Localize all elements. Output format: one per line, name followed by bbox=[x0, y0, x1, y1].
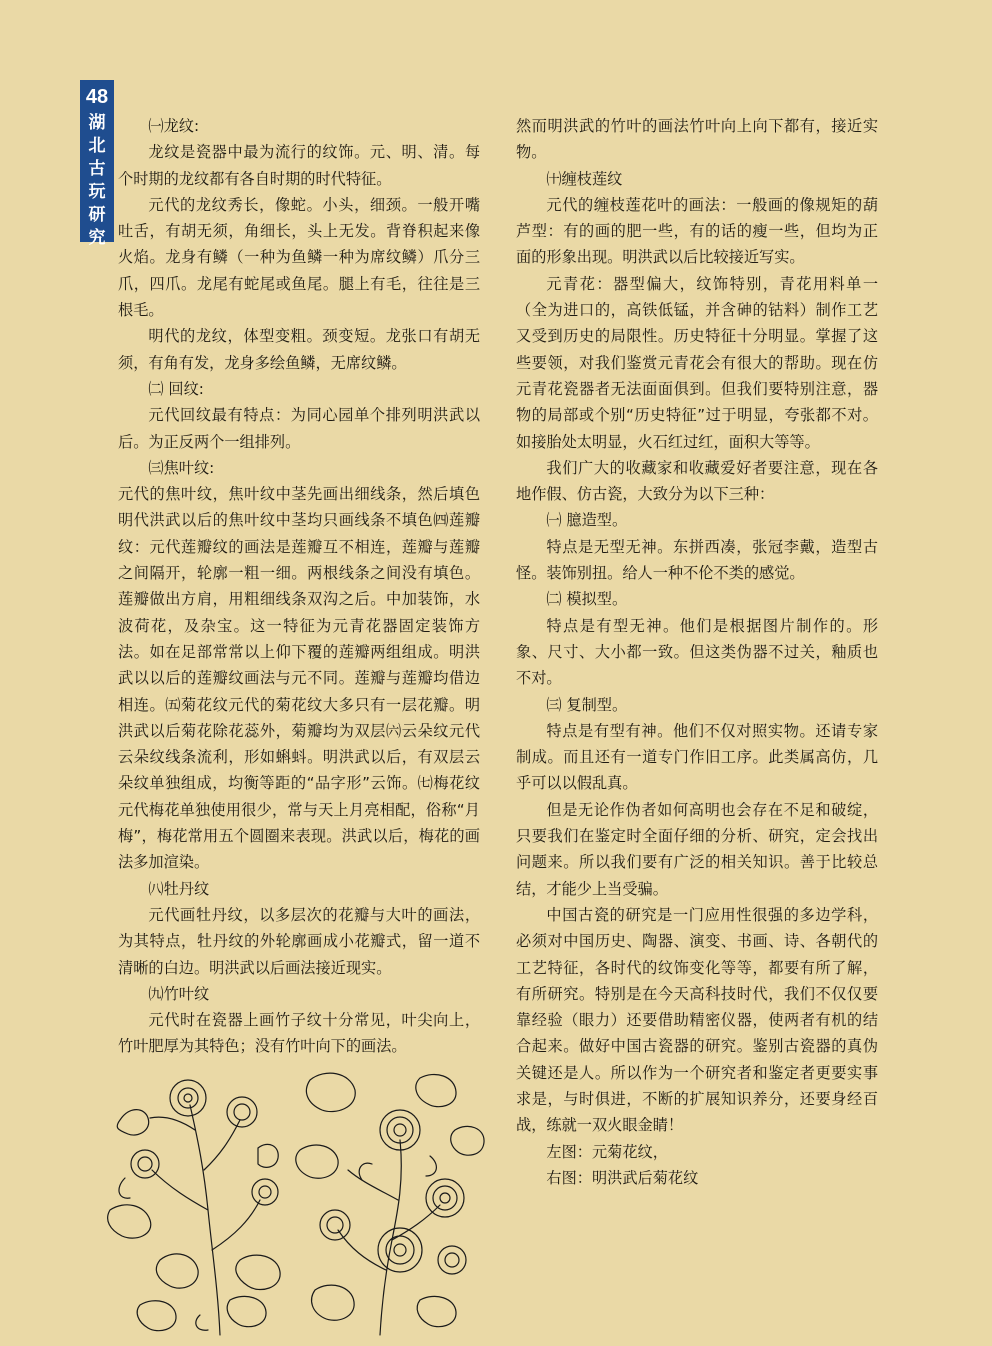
left-heading: ㈨竹叶纹 bbox=[148, 984, 210, 1003]
left-paragraph: 元代时在瓷器上画竹子纹十分常见，叶尖向上，竹叶肥厚为其特色；没有竹叶向下的画法。 bbox=[118, 1011, 480, 1056]
left-heading: ㈢焦叶纹: bbox=[148, 458, 215, 477]
left-paragraph: 明代的龙纹，体型变粗。颈变短。龙张口有胡无须，有角有发，龙身多绘鱼鳞，无席纹鳞。 bbox=[118, 327, 480, 372]
left-paragraph: 元代画牡丹纹，以多层次的花瓣与大叶的画法，为其特点，牡丹纹的外轮廓画成小花瓣式，留一道不清晰的白边。明洪武以后画法接近现实。 bbox=[118, 905, 480, 977]
left-heading: ㈡ 回纹: bbox=[148, 379, 204, 398]
right-paragraph: 然而明洪武的竹叶的画法竹叶向上向下都有，接近实物。 bbox=[516, 117, 878, 162]
right-paragraph: 特点是有型有神。他们不仅对照实物。还请专家制成。而且还有一道专门作旧工序。此类属高仿，几乎可以以假乱真。 bbox=[516, 721, 878, 793]
caption-right-figure: 右图：明洪武后菊花纹 bbox=[546, 1168, 699, 1187]
right-paragraph: 元代的缠枝莲花叶的画法：一般画的像规矩的葫芦型：有的画的肥一些，有的话的瘦一些，但均为正面的形象出现。明洪武以后比较接近写实。 bbox=[516, 195, 878, 267]
journal-title: 湖北古玩研究 bbox=[88, 113, 106, 248]
right-heading: ㈠ 臆造型。 bbox=[546, 511, 628, 530]
right-paragraph: 中国古瓷的研究是一门应用性很强的多边学科，必须对中国历史、陶器、演变、书画、诗、各朝代的工艺特征，各时代的纹饰变化等等，都要有所了解，有所研究。特别是在今天高科技时代，我们不仅仅要靠经验（眼力）还要借助精密仪器，使两者有机的结合起来。做好中国古瓷器的研究。鉴别古瓷器的真伪关键还是人。所以作为一个研究者和鉴定者更要实事求是，与时俱进，不断的扩展知识养分，还要身经百战，练就一双火眼金睛！ bbox=[516, 905, 878, 1135]
chrysanthemum-illustrations bbox=[100, 1060, 490, 1338]
left-paragraph: 元代回纹最有特点：为同心园单个排列明洪武以后。为正反两个一组排列。 bbox=[118, 406, 480, 451]
left-paragraph: 龙纹是瓷器中最为流行的纹饰。元、明、清。每个时期的龙纹都有各自时期的时代特征。 bbox=[118, 143, 480, 188]
left-heading: ㈠龙纹: bbox=[148, 117, 200, 135]
right-heading: ㈩缠枝莲纹 bbox=[546, 169, 623, 188]
right-heading: ㈢ 复制型。 bbox=[546, 695, 628, 714]
right-paragraph: 但是无论作伪者如何高明也会存在不足和破绽，只要我们在鉴定时全面仔细的分析、研究，定会找出问题来。所以我们要有广泛的相关知识。善于比较总结，才能少上当受骗。 bbox=[516, 800, 878, 898]
yuan-chrysanthemum-drawing bbox=[108, 1080, 280, 1335]
right-text-column bbox=[516, 113, 878, 1191]
page-number: 48 bbox=[85, 86, 109, 108]
right-paragraph: 元青花：器型偏大，纹饰特别，青花用料单一（全为进口的，高铁低锰，并含砷的钴料）制作工艺又受到历史的局限性。历史特征十分明显。掌握了这些要领，对我们鉴赏元青花会有很大的帮助。现在仿元青花瓷器者无法面面俱到。但我们要特别注意，器物的局部或个别“历史特征”过于明显，夸张都不对。如接胎处太明显，火石红过红，面积大等等。 bbox=[516, 274, 878, 451]
ming-chrysanthemum-drawing bbox=[296, 1073, 484, 1335]
right-paragraph: 我们广大的收藏家和收藏爱好者要注意，现在各地作假、仿古瓷，大致分为以下三种： bbox=[516, 458, 878, 504]
left-paragraph: 元代的焦叶纹，焦叶纹中茎先画出细线条，然后填色明代洪武以后的焦叶纹中茎均只画线条不填色㈣莲瓣纹：元代莲瓣纹的画法是莲瓣互不相连，莲瓣与莲瓣之间隔开，轮廓一粗一细。两根线条之间没有填色。莲瓣做出方肩，用粗细线条双沟之后。中加装饰，水波荷花，及杂宝。这一特征为元青花器固定装饰方法。如在足部常常以上仰下覆的莲瓣两组组成。明洪武以以后的莲瓣纹画法与元不同。莲瓣与莲瓣均借边相连。㈤菊花纹元代的菊花纹大多只有一层花瓣。明洪武以后菊花除花蕊外，菊瓣均为双层㈥云朵纹元代云朵纹线条流利，形如蝌蚪。明洪武以后，有双层云朵纹单独组成，均衡等距的“品字形”云饰。㈦梅花纹元代梅花单独使用很少，常与天上月亮相配，俗称“月梅”，梅花常用五个圆圈来表现。洪武以后，梅花的画法多加渲染。 bbox=[118, 485, 480, 872]
section-tab bbox=[80, 80, 114, 248]
left-paragraph: 元代的龙纹秀长，像蛇。小头，细颈。一般开嘴吐舌，有胡无须，角细长，头上无发。背脊积起来像火焰。龙身有鳞（一种为鱼鳞一种为席纹鳞）爪分三爪，四爪。龙尾有蛇尾或鱼尾。腿上有毛，往往是三根毛。 bbox=[118, 195, 480, 320]
right-heading: ㈡ 模拟型。 bbox=[546, 590, 628, 609]
right-paragraph: 特点是有型无神。他们是根据图片制作的。形象、尺寸、大小都一致。但这类伪器不过关，釉质也不对。 bbox=[516, 616, 878, 688]
right-paragraph: 特点是无型无神。东拼西凑，张冠李戴，造型古怪。装饰别扭。给人一种不伦不类的感觉。 bbox=[516, 537, 878, 583]
caption-left-figure: 左图：元菊花纹， bbox=[546, 1142, 668, 1161]
left-heading: ㈧牡丹纹 bbox=[148, 879, 210, 898]
chrysanthemum-line-drawings bbox=[100, 1060, 490, 1338]
left-text-column bbox=[118, 113, 480, 1060]
